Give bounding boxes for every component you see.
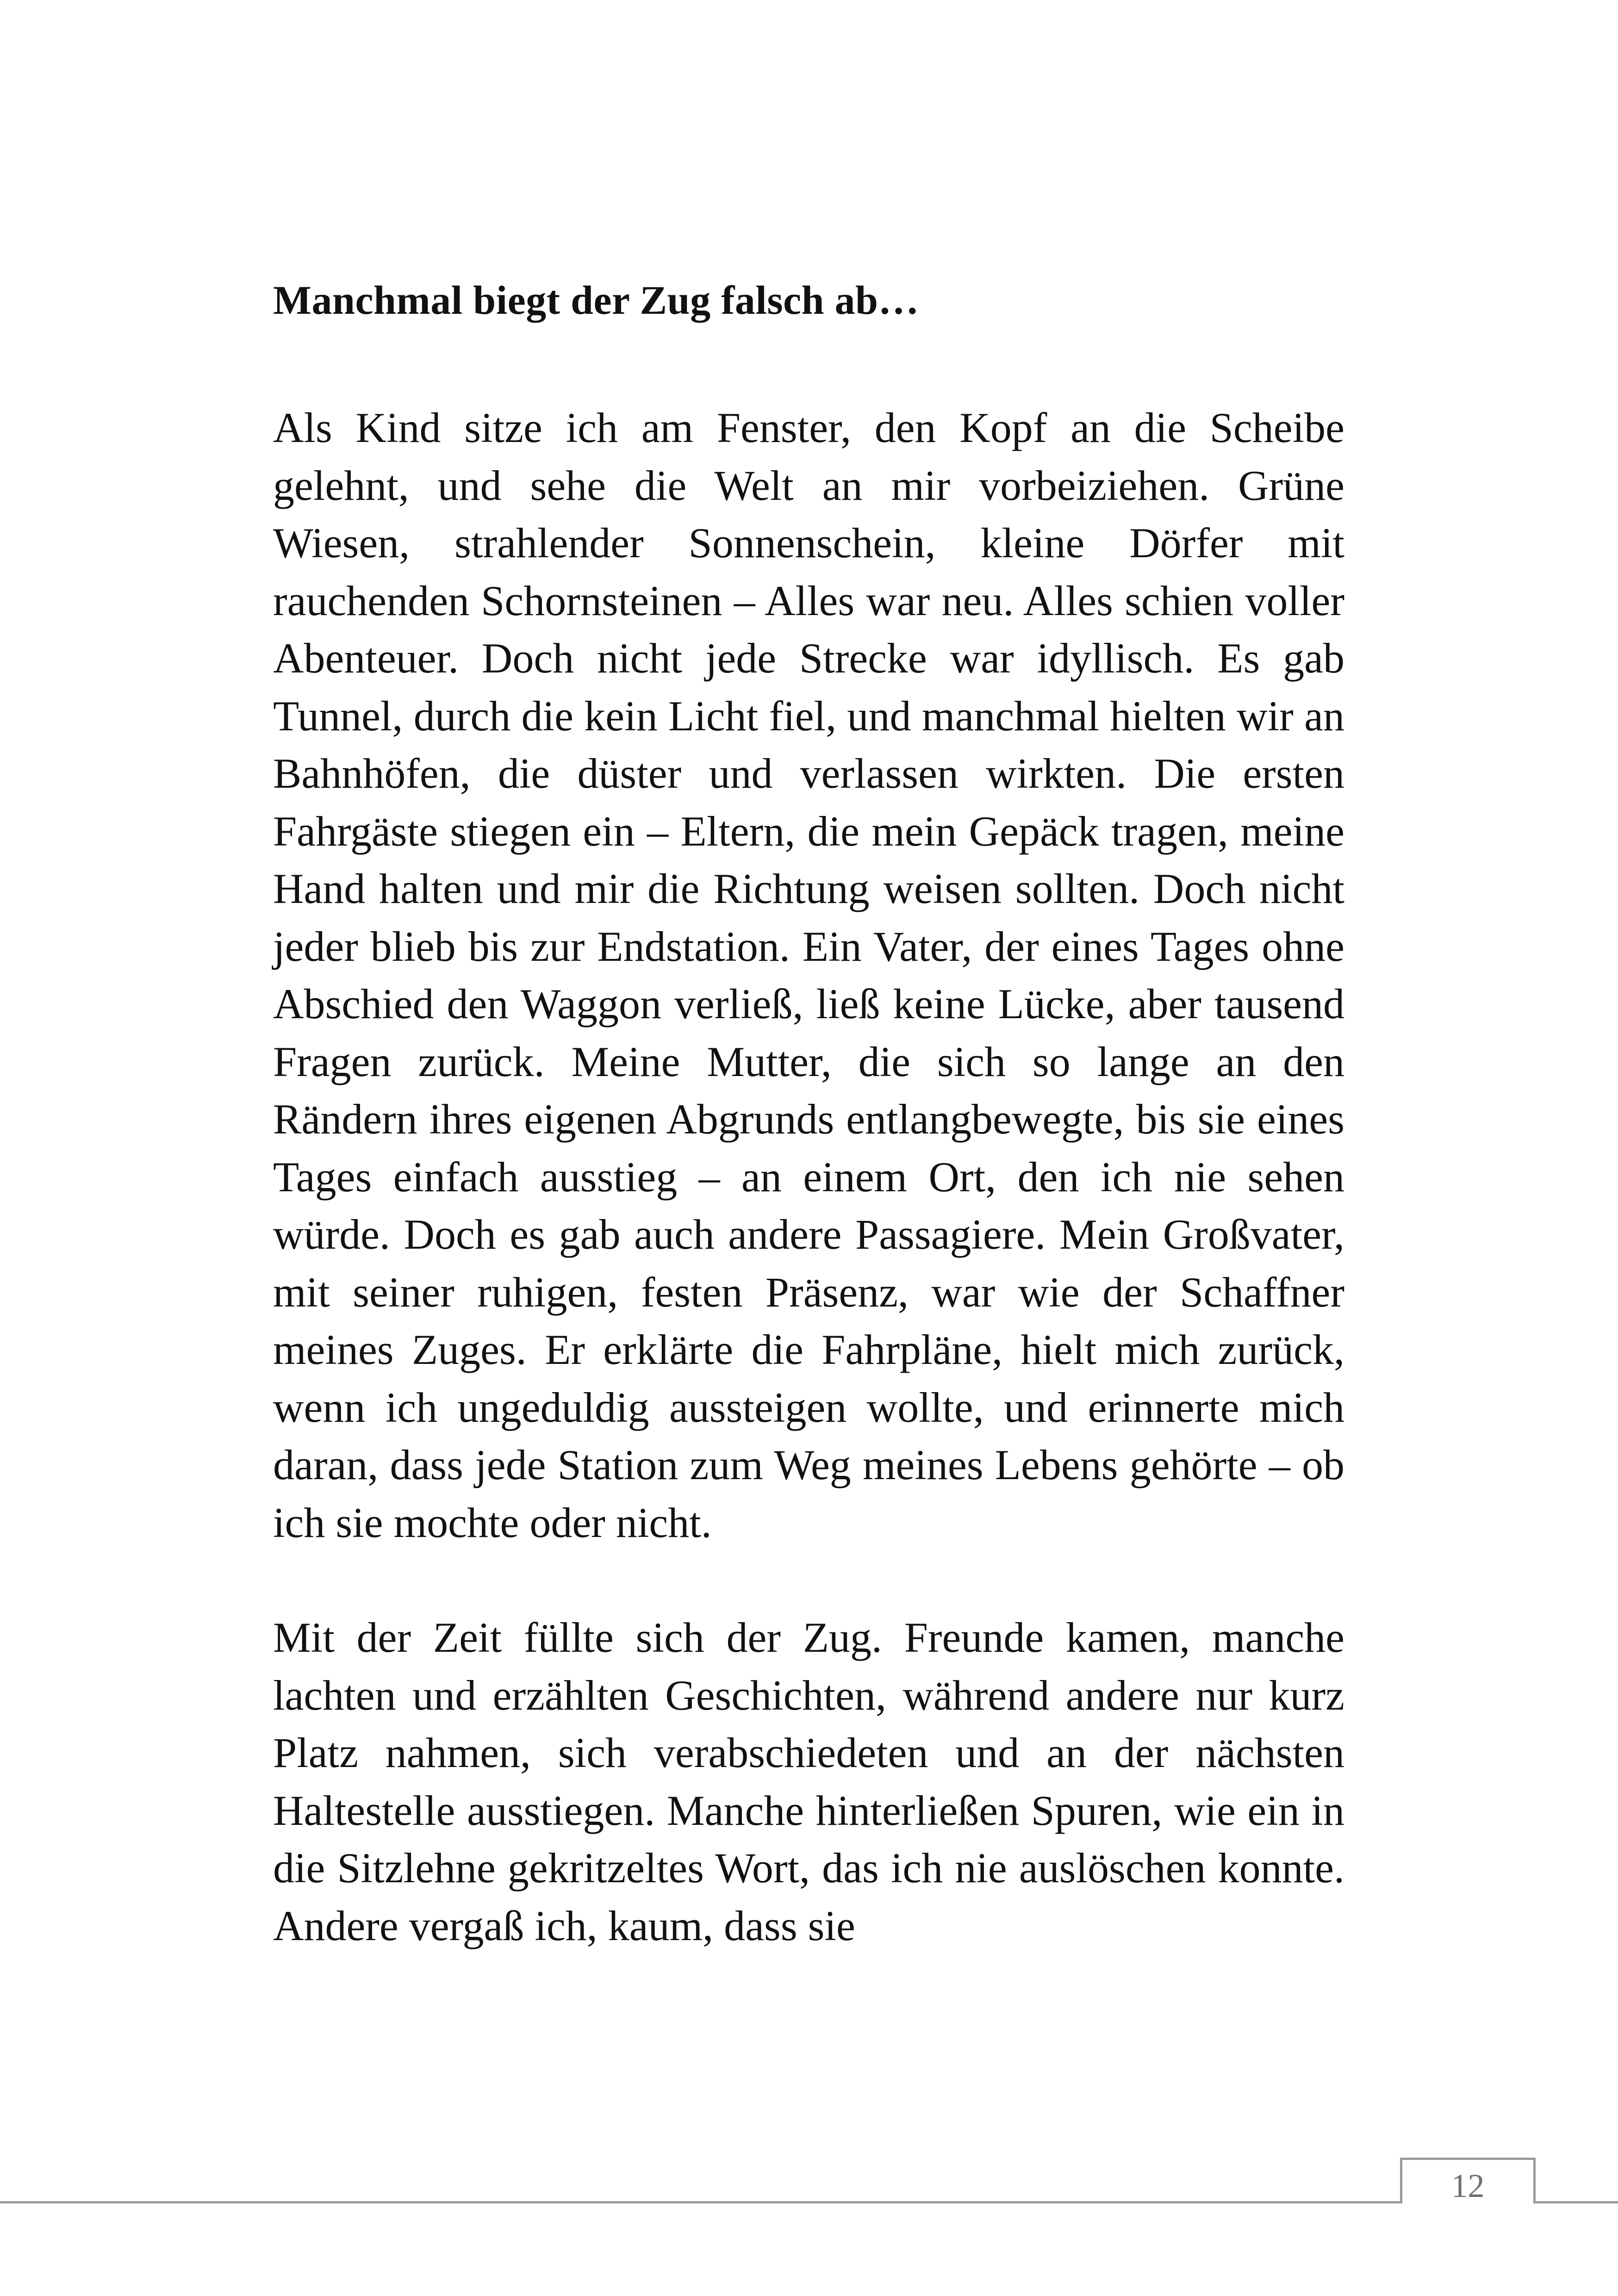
paragraph-1: Als Kind sitze ich am Fenster, den Kopf an die Scheibe gelehnt, und sehe die Welt an mir vorbeiziehen. Grüne Wiesen, strahlender Sonnenschein, kleine Dörfer mit rauchenden Schornsteinen – Alles war neu. Alles schien voller Abenteuer. Doch nicht jede Strecke war idyllisch. Es gab Tunnel, durch die kein Licht fiel, und manchmal hielten wir an Bahnhöfen, die düster und verlassen wirkten. Die ersten Fahrgäste stiegen ein – Eltern, die mein Gepäck tragen, meine Hand halten und mir die Richtung weisen sollten. Doch nicht jeder blieb bis zur Endstation. Ein Vater, der eines Tages ohne Abschied den Waggon verließ, ließ keine Lücke, aber tausend Fragen zurück. Meine Mutter, die sich so lange an den Rändern ihres eigenen Abgrunds entlangbewegte, bis sie eines Tages einfach ausstieg – an einem Ort, den ich nie sehen würde. Doch es gab auch andere Passagiere. Mein Großvater, mit seiner ruhigen, festen Präsenz, war wie der Schaffner meines Zuges. Er erklärte die Fahrpläne, hielt mich zurück, wenn ich ungeduldig aussteigen wollte, und erinnerte mich daran, dass jede Station zum Weg meines Lebens gehörte – ob ich sie mochte oder nicht. [273, 404, 1344, 1546]
chapter-heading: Manchmal biegt der Zug falsch ab… [273, 278, 920, 323]
page-number: 12 [1451, 2167, 1485, 2204]
footer-rule-left [0, 2201, 1400, 2203]
paragraph-2: Mit der Zeit füllte sich der Zug. Freunde kamen, manche lachten und erzählten Geschichten, während andere nur kurz Platz nahmen, sich verabschiedeten und an der nächsten Haltestelle ausstiegen. Manche hinterließen Spuren, wie ein in die Sitzlehne gekritzeltes Wort, das ich nie auslöschen konnte. Andere vergaß ich, kaum, dass sie [273, 1614, 1344, 1949]
page-content [273, 273, 1344, 1954]
footer-rule-right [1536, 2201, 1618, 2203]
page-number-box [1400, 2158, 1536, 2203]
